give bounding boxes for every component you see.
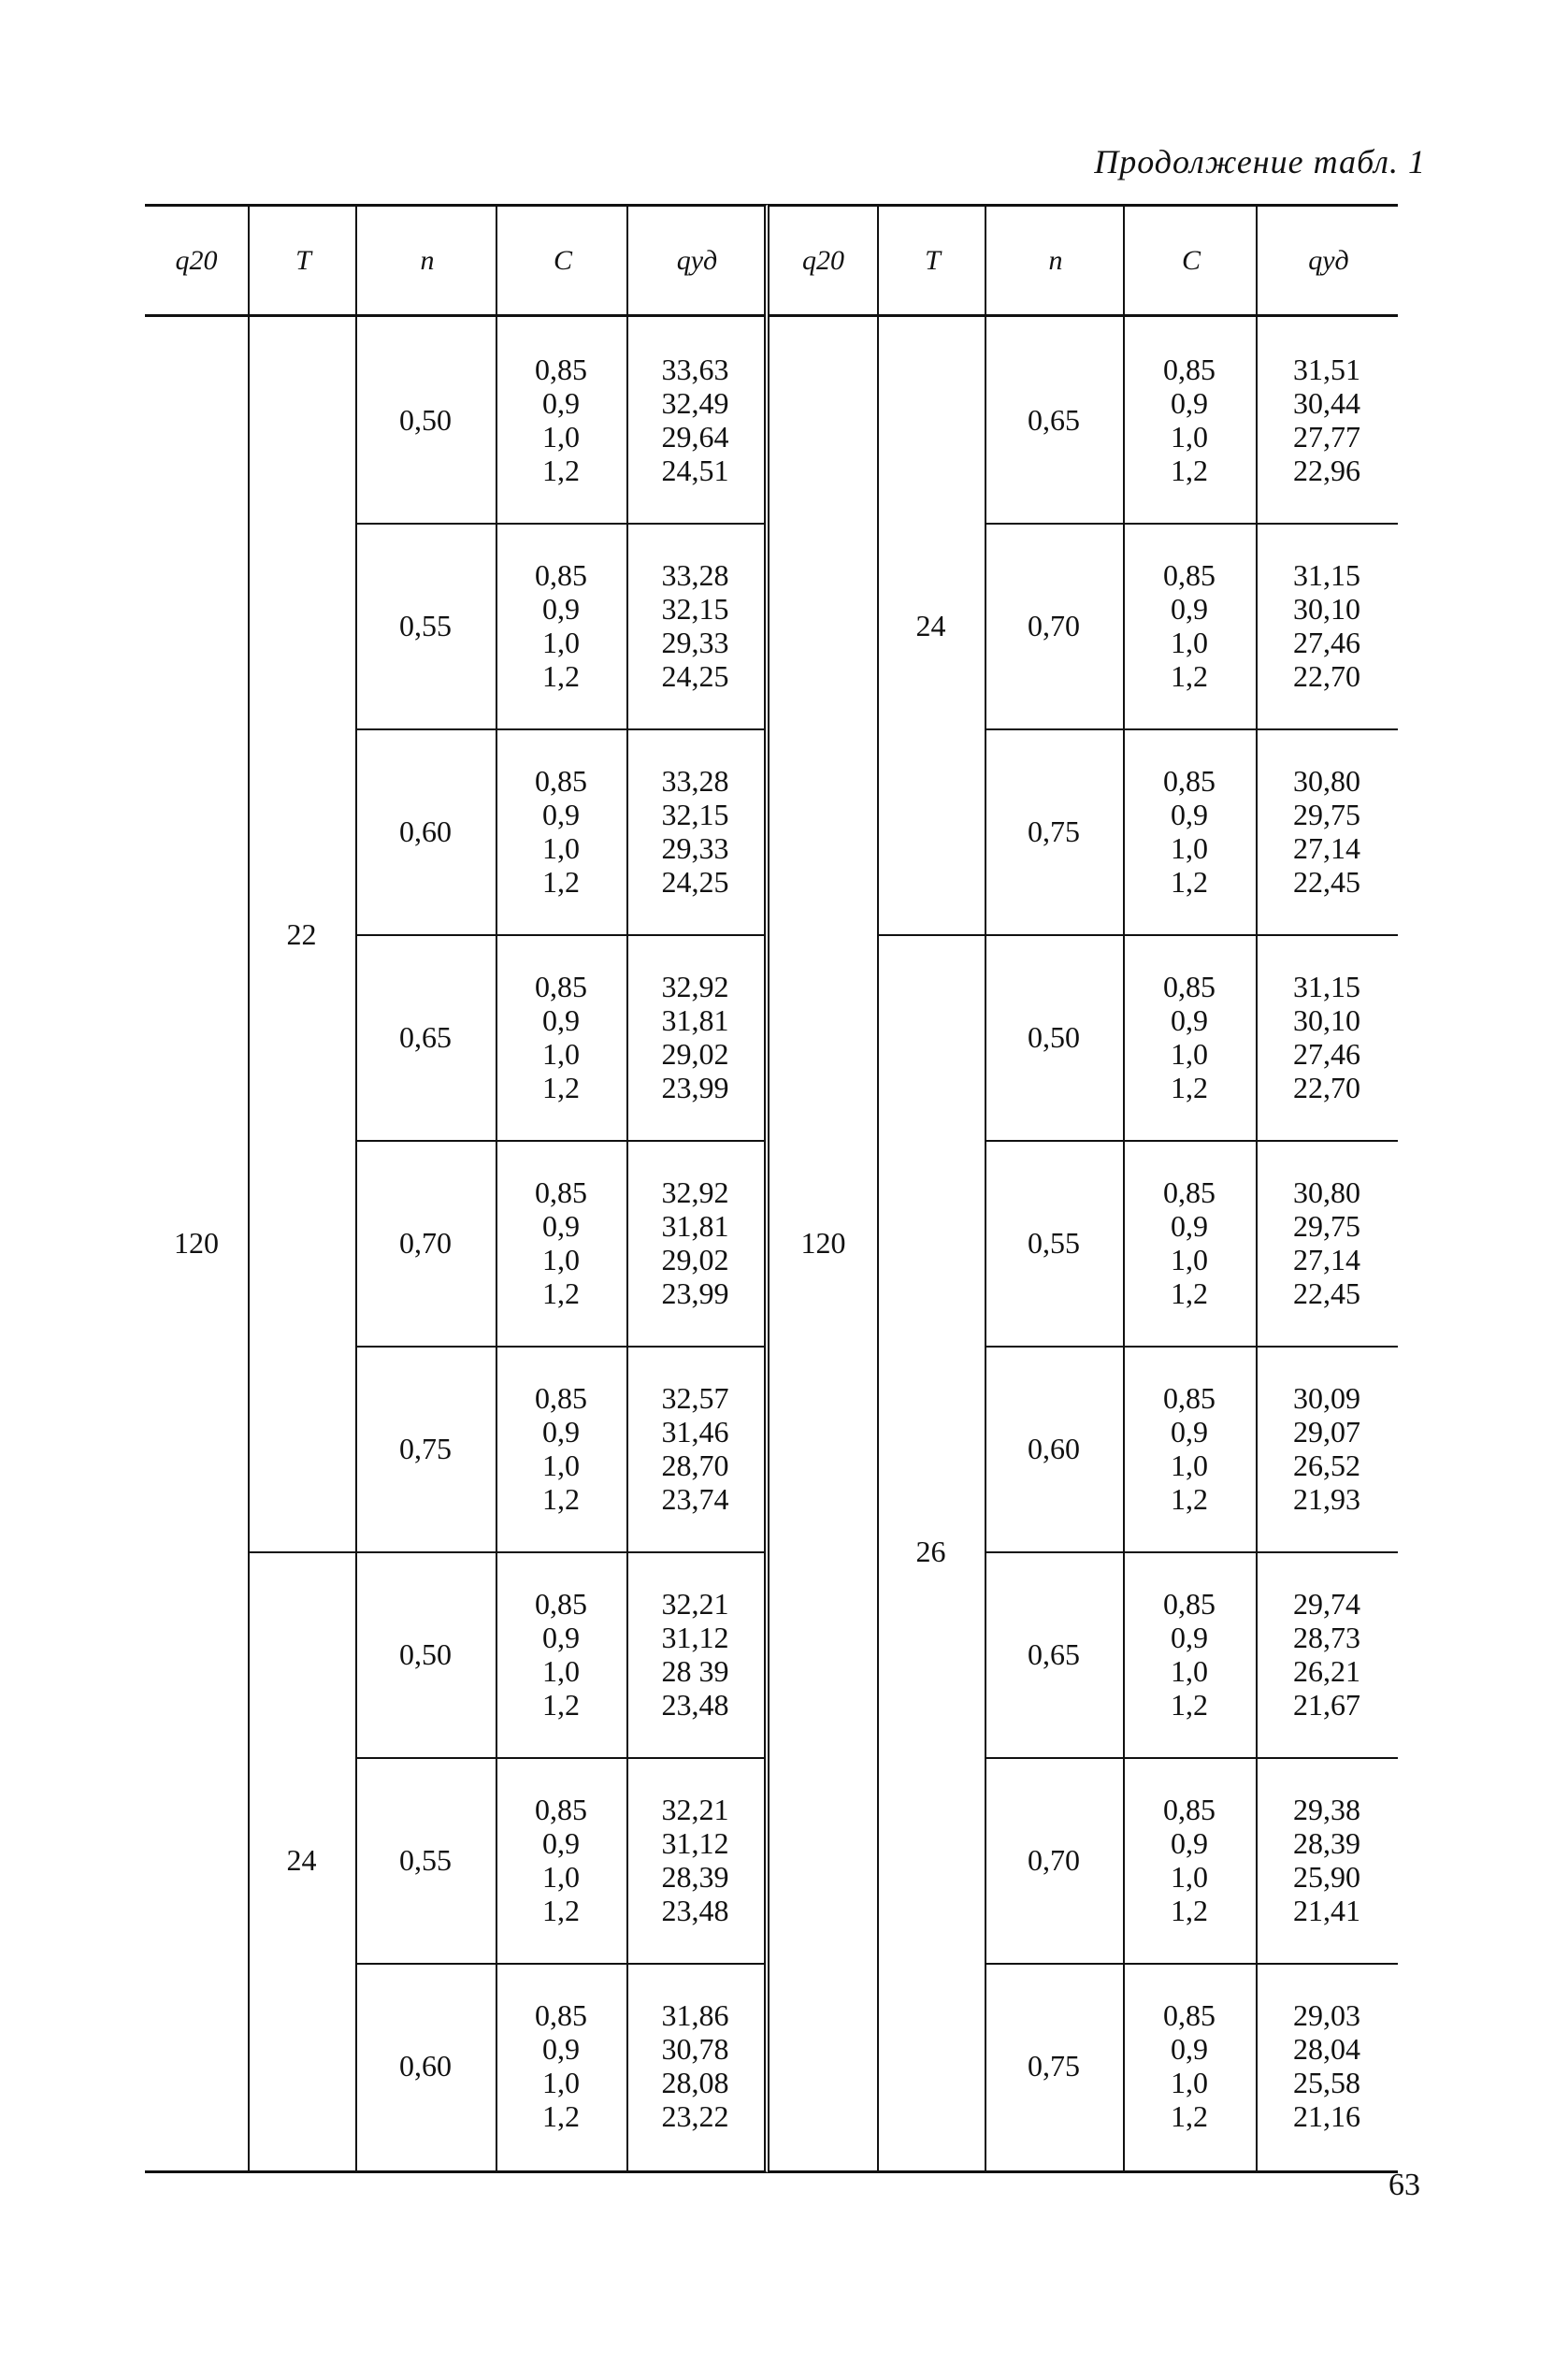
q-value: 26,21 (1293, 1654, 1360, 1688)
q20-value: 120 (800, 1225, 846, 1260)
q-value: 23,74 (661, 1482, 729, 1516)
q-value: 23,48 (661, 1688, 729, 1722)
q-value: 22,96 (1293, 454, 1360, 487)
c-values (1123, 1963, 1256, 2169)
c-value: 0,85 (1163, 1998, 1216, 2032)
q-value: 29,75 (1293, 798, 1360, 831)
c-value: 1,2 (1171, 1276, 1208, 1310)
q-values (626, 1140, 764, 1346)
q-value: 32,15 (661, 592, 729, 626)
c-value: 0,85 (1163, 558, 1216, 592)
c-value: 0,9 (1171, 798, 1208, 831)
n-value: 0,65 (1028, 1636, 1080, 1671)
n-value: 0,70 (1028, 608, 1080, 642)
c-value: 0,85 (535, 353, 587, 386)
page-number: 63 (1388, 2168, 1420, 2202)
header-q20-label: q20 (175, 244, 218, 276)
q-value: 32,92 (661, 1175, 729, 1209)
header-T (248, 207, 357, 314)
q-values (1256, 1551, 1398, 1757)
c-values (1123, 1140, 1256, 1346)
c-value: 1,2 (1171, 1071, 1208, 1104)
q-value: 31,81 (661, 1209, 729, 1243)
c-value: 0,85 (1163, 1175, 1216, 1209)
c-values (496, 1551, 626, 1757)
q-value: 27,14 (1293, 831, 1360, 865)
q-value: 22,45 (1293, 1276, 1360, 1310)
c-value: 0,9 (542, 2032, 580, 2066)
q-value: 30,44 (1293, 386, 1360, 420)
c-value: 1,0 (542, 2066, 580, 2099)
c-value: 0,9 (1171, 1003, 1208, 1037)
q-values (626, 1757, 764, 1963)
n-value: 0,55 (399, 1842, 452, 1877)
c-values (1123, 317, 1256, 523)
c-value: 0,9 (1171, 1209, 1208, 1243)
header-q20 (770, 207, 877, 314)
c-value: 0,85 (535, 1381, 587, 1415)
q-value: 28,39 (1293, 1826, 1360, 1860)
c-value: 1,0 (1171, 831, 1208, 865)
q-value: 31,46 (661, 1415, 729, 1449)
c-values (496, 1963, 626, 2169)
c-values (496, 317, 626, 523)
c-value: 1,0 (542, 1860, 580, 1894)
c-value: 0,85 (1163, 764, 1216, 798)
q-value: 30,10 (1293, 592, 1360, 626)
c-value: 1,0 (1171, 1860, 1208, 1894)
q-value: 21,41 (1293, 1894, 1360, 1927)
q-value: 28,08 (661, 2066, 729, 2099)
c-value: 0,85 (535, 1175, 587, 1209)
q-value: 33,28 (661, 558, 729, 592)
c-value: 0,85 (1163, 353, 1216, 386)
c-value: 0,9 (1171, 592, 1208, 626)
q-value: 29,03 (1293, 1998, 1360, 2032)
q-value: 27,14 (1293, 1243, 1360, 1276)
q-value: 24,25 (661, 659, 729, 693)
n-value: 0,55 (1028, 1225, 1080, 1260)
c-values (496, 1140, 626, 1346)
q-value: 32,49 (661, 386, 729, 420)
c-value: 0,9 (542, 1415, 580, 1449)
c-value: 1,2 (542, 1894, 580, 1927)
q-value: 30,80 (1293, 764, 1360, 798)
q-value: 30,80 (1293, 1175, 1360, 1209)
header-q20-label: q20 (802, 244, 844, 276)
n-value: 0,70 (399, 1225, 452, 1260)
q-value: 32,21 (661, 1587, 729, 1621)
c-values (496, 934, 626, 1140)
c-values (496, 1757, 626, 1963)
q-value: 31,12 (661, 1621, 729, 1654)
c-value: 0,9 (1171, 1826, 1208, 1860)
c-value: 0,9 (542, 1826, 580, 1860)
c-value: 1,2 (1171, 1688, 1208, 1722)
q-values (626, 523, 764, 728)
table-header (770, 207, 1398, 317)
n-value: 0,70 (1028, 1842, 1080, 1877)
header-C (496, 207, 628, 314)
c-value: 0,9 (1171, 1415, 1208, 1449)
q-value: 23,99 (661, 1071, 729, 1104)
c-value: 1,0 (1171, 420, 1208, 454)
q-values (626, 728, 764, 934)
table-right-half (770, 204, 1398, 2173)
c-value: 1,2 (542, 1071, 580, 1104)
header-C (1123, 207, 1258, 314)
q-value: 29,33 (661, 831, 729, 865)
q-values (1256, 728, 1398, 934)
header-C-label: C (1181, 244, 1201, 276)
n-value: 0,50 (399, 402, 452, 437)
q-value: 29,02 (661, 1037, 729, 1071)
c-value: 1,2 (1171, 1482, 1208, 1516)
c-value: 1,2 (542, 1688, 580, 1722)
header-T-label: T (925, 244, 941, 276)
table-left-half (145, 204, 770, 2173)
T-value: 24 (915, 608, 946, 642)
c-value: 1,2 (542, 865, 580, 899)
q-value: 27,77 (1293, 420, 1360, 454)
q-value: 31,81 (661, 1003, 729, 1037)
n-value: 0,50 (1028, 1019, 1080, 1054)
header-C-label: C (553, 244, 572, 276)
q-value: 33,63 (661, 353, 729, 386)
q-value: 28,70 (661, 1449, 729, 1482)
q-value: 28,73 (1293, 1621, 1360, 1654)
c-values (1123, 1346, 1256, 1551)
n-value: 0,75 (399, 1431, 452, 1465)
c-value: 0,9 (542, 798, 580, 831)
T-value: 24 (286, 1842, 317, 1877)
q-values (1256, 523, 1398, 728)
c-value: 1,0 (542, 420, 580, 454)
n-value: 0,60 (1028, 1431, 1080, 1465)
q-value: 29,07 (1293, 1415, 1360, 1449)
q-value: 29,75 (1293, 1209, 1360, 1243)
data-table (145, 204, 1398, 2168)
header-T-label: T (295, 244, 311, 276)
q-value: 26,52 (1293, 1449, 1360, 1482)
c-value: 1,2 (1171, 2099, 1208, 2133)
q-value: 31,86 (661, 1998, 729, 2032)
q-values (1256, 1757, 1398, 1963)
q-values (1256, 1140, 1398, 1346)
q-value: 33,28 (661, 764, 729, 798)
c-value: 0,9 (1171, 1621, 1208, 1654)
c-values (1123, 728, 1256, 934)
q-value: 22,70 (1293, 1071, 1360, 1104)
c-value: 0,85 (535, 970, 587, 1003)
q-value: 27,46 (1293, 626, 1360, 659)
q-value: 24,51 (661, 454, 729, 487)
q-value: 30,10 (1293, 1003, 1360, 1037)
q-values (1256, 1346, 1398, 1551)
c-value: 0,9 (1171, 2032, 1208, 2066)
q-value: 29,64 (661, 420, 729, 454)
T-value: 26 (915, 1534, 946, 1568)
q-value: 21,67 (1293, 1688, 1360, 1722)
c-values (496, 1346, 626, 1551)
c-value: 0,85 (535, 1587, 587, 1621)
c-value: 1,0 (1171, 2066, 1208, 2099)
c-value: 1,0 (542, 1654, 580, 1688)
c-value: 1,2 (542, 1276, 580, 1310)
q-value: 25,90 (1293, 1860, 1360, 1894)
c-value: 1,2 (1171, 865, 1208, 899)
q-value: 23,99 (661, 1276, 729, 1310)
c-value: 1,0 (542, 1243, 580, 1276)
c-value: 1,0 (1171, 626, 1208, 659)
c-value: 1,2 (1171, 1894, 1208, 1927)
c-value: 0,9 (542, 1621, 580, 1654)
c-value: 0,85 (1163, 1381, 1216, 1415)
c-value: 0,9 (1171, 386, 1208, 420)
c-values (496, 728, 626, 934)
q-value: 30,09 (1293, 1381, 1360, 1415)
q-value: 25,58 (1293, 2066, 1360, 2099)
c-value: 0,9 (542, 386, 580, 420)
c-values (1123, 934, 1256, 1140)
header-n (985, 207, 1125, 314)
n-value: 0,60 (399, 814, 452, 848)
q-values (626, 1346, 764, 1551)
q-value: 28 39 (661, 1654, 729, 1688)
q-value: 32,21 (661, 1793, 729, 1826)
page-header: Продолжение табл. 1 (1094, 143, 1426, 180)
q-value: 21,16 (1293, 2099, 1360, 2133)
q-value: 29,33 (661, 626, 729, 659)
c-value: 1,2 (1171, 454, 1208, 487)
header-qud-label: qуд (676, 244, 718, 276)
c-value: 1,2 (1171, 659, 1208, 693)
n-value: 0,65 (399, 1019, 452, 1054)
q-value: 27,46 (1293, 1037, 1360, 1071)
c-value: 0,85 (1163, 1587, 1216, 1621)
n-value: 0,65 (1028, 402, 1080, 437)
c-value: 0,85 (535, 764, 587, 798)
q-values (626, 317, 764, 523)
q-value: 23,48 (661, 1894, 729, 1927)
q-value: 32,92 (661, 970, 729, 1003)
q-value: 31,51 (1293, 353, 1360, 386)
c-value: 1,0 (542, 626, 580, 659)
header-qud (626, 207, 766, 314)
q-value: 32,15 (661, 798, 729, 831)
q-value: 31,12 (661, 1826, 729, 1860)
c-value: 0,9 (542, 592, 580, 626)
header-T (877, 207, 986, 314)
c-value: 1,0 (1171, 1449, 1208, 1482)
q-values (1256, 1963, 1398, 2169)
header-qud-label: qуд (1308, 244, 1349, 276)
c-value: 1,0 (1171, 1654, 1208, 1688)
n-value: 0,75 (1028, 814, 1080, 848)
c-value: 1,2 (542, 1482, 580, 1516)
q-value: 31,15 (1293, 970, 1360, 1003)
q-values (626, 1551, 764, 1757)
q-value: 29,02 (661, 1243, 729, 1276)
n-value: 0,75 (1028, 2048, 1080, 2083)
c-value: 0,85 (1163, 970, 1216, 1003)
c-values (1123, 1757, 1256, 1963)
c-value: 1,0 (1171, 1037, 1208, 1071)
q-value: 32,57 (661, 1381, 729, 1415)
header-qud (1256, 207, 1400, 314)
q20-value: 120 (174, 1225, 219, 1260)
c-values (496, 523, 626, 728)
q-value: 24,25 (661, 865, 729, 899)
header-q20 (145, 207, 248, 314)
c-value: 0,9 (542, 1003, 580, 1037)
c-value: 0,85 (1163, 1793, 1216, 1826)
q-value: 31,15 (1293, 558, 1360, 592)
c-value: 1,0 (542, 1449, 580, 1482)
table-header (145, 207, 764, 317)
c-value: 1,0 (542, 831, 580, 865)
header-n-label: n (420, 244, 435, 276)
c-value: 0,85 (535, 1793, 587, 1826)
c-value: 0,9 (542, 1209, 580, 1243)
q-value: 28,04 (1293, 2032, 1360, 2066)
T-value: 22 (286, 916, 317, 951)
q-value: 22,70 (1293, 659, 1360, 693)
q-values (1256, 934, 1398, 1140)
c-value: 0,85 (535, 1998, 587, 2032)
n-value: 0,50 (399, 1636, 452, 1671)
header-n-label: n (1048, 244, 1063, 276)
c-value: 1,2 (542, 659, 580, 693)
q-values (626, 934, 764, 1140)
header-n (355, 207, 497, 314)
n-value: 0,55 (399, 608, 452, 642)
c-value: 1,2 (542, 454, 580, 487)
c-value: 1,2 (542, 2099, 580, 2133)
q-values (1256, 317, 1398, 523)
c-value: 1,0 (542, 1037, 580, 1071)
c-value: 1,0 (1171, 1243, 1208, 1276)
c-values (1123, 523, 1256, 728)
q-value: 22,45 (1293, 865, 1360, 899)
c-value: 0,85 (535, 558, 587, 592)
q-value: 28,39 (661, 1860, 729, 1894)
q-values (626, 1963, 764, 2169)
q-value: 21,93 (1293, 1482, 1360, 1516)
q-value: 23,22 (661, 2099, 729, 2133)
n-value: 0,60 (399, 2048, 452, 2083)
q-value: 29,74 (1293, 1587, 1360, 1621)
q-value: 30,78 (661, 2032, 729, 2066)
c-values (1123, 1551, 1256, 1757)
q-value: 29,38 (1293, 1793, 1360, 1826)
